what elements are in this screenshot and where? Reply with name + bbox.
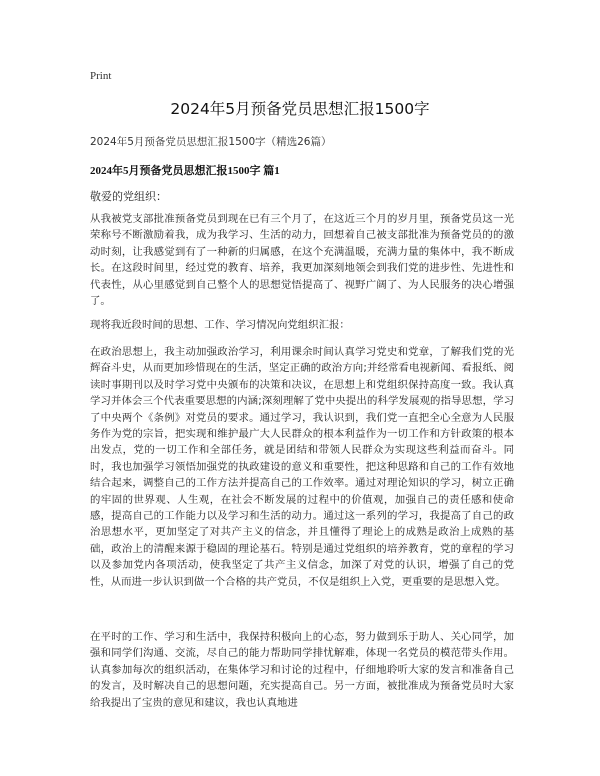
greeting: 敬爱的党组织：: [90, 190, 167, 203]
paragraph-intro: 从我被党支部批准预备党员到现在已有三个月了，在这近三个月的岁月里，预备党员这一光荣称号不断激励着我，成为我学习、生活的动力，回想着自己被支部批准为预备党员的的激动时刻，让我感觉到有了一种新的归属感，在这个充满温暖，充满力量的集体中，我不断成长。在这段时间里，经过党的教育、培养，我更加深刻地领会到我们党的进步性、先进性和代表性，从心里感觉到自己整个人的思想觉悟提高了、视野广阔了、为人民服务的决心增强了。: [90, 213, 514, 308]
print-label: Print: [90, 70, 112, 82]
document-title: 2024年5月预备党员思想汇报1500字: [170, 100, 430, 118]
section-heading: 2024年5月预备党员思想汇报1500字 篇1: [90, 165, 280, 177]
paragraph-report-lead: 现将我近段时间的思想、工作、学习情况向党组织汇报：: [90, 319, 350, 331]
document-subtitle: 2024年5月预备党员思想汇报1500字（精选26篇）: [90, 136, 332, 148]
paragraph-daily-life: 在平时的工作、学习和生活中，我保持积极向上的心态，努力做到乐于助人、关心同学，加强和同学们沟通、交流，尽自己的能力帮助同学排忧解难，体现一名党员的模范带头作用。认真参加每次的组织活动，在集体学习和讨论的过程中，仔细地聆听大家的发言和准备自己的发言，及时解决自己的思想问题，充实提高自己。另一方面，被批准成为预备党员时大家给我提出了宝贵的意见和建议，我也认真地进: [90, 631, 514, 709]
paragraph-political-thought: 在政治思想上，我主动加强政治学习，利用课余时间认真学习党史和党章，了解我们党的光辉奋斗史，从而更加珍惜现在的生活，坚定正确的政治方向;并经常看电视新闻、看报纸、阅读时事期刊以及时学习党中央颁布的决策和决议，在思想上和党组织保持高度一致。我认真学习并体会三个代表重要思想的内涵;深刻理解了党中央提出的科学发展观的指导思想，学习了中央两个《条例》对党员的要求。通过学习，我认识到，我们党一直把全心全意为人民服务作为党的宗旨，把实现和维护最广大人民群众的根本利益作为一切工作和方针政策的根本出发点，党的一切工作和全部任务，就是团结和带领人民群众为实现这些利益而奋斗。同时，我也加强学习领悟加强党的执政建设的意义和重要性，把这种思路和自己的工作有效地结合起来，调整自己的工作方法并提高自己的工作效率。通过对理论知识的学习，树立正确的牢固的世界观、人生观，在社会不断发展的过程中的价值观，加强自己的责任感和使命感，提高自己的工作能力以及学习和生活的动力。通过这一系列的学习，我提高了自己的政治思想水平，更加坚定了对共产主义的信念，并且懂得了理论上的成熟是政治上成熟的基础，政治上的清醒来源于稳固的理论基石。特别是通过党组织的培养教育，党的章程的学习以及参加党内各项活动，使我坚定了共产主义信念，加深了对党的认识，增强了自己的党性，从而进一步认识到做一个合格的共产党员，不仅是组织上入党，更重要的是思想入党。: [90, 346, 514, 588]
